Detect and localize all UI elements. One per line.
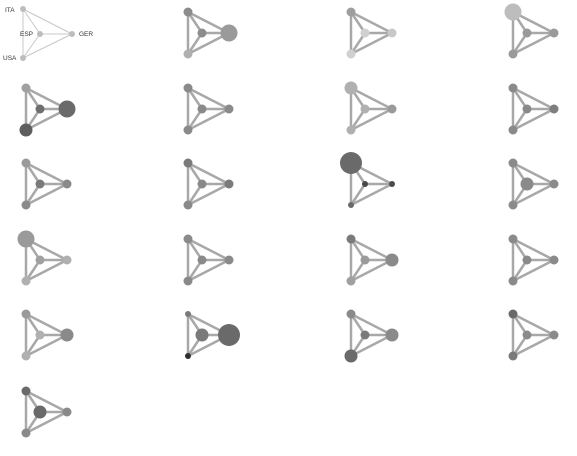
node-ger xyxy=(550,331,559,340)
node-ger xyxy=(550,29,559,38)
node-ger xyxy=(225,105,234,114)
node-esp xyxy=(36,180,45,189)
node-ita xyxy=(347,235,356,244)
node-ger xyxy=(63,256,72,265)
node-ita xyxy=(509,235,518,244)
node-esp xyxy=(36,256,45,265)
node-ger xyxy=(388,105,397,114)
legend-label-ger: GER xyxy=(79,31,94,38)
node-ger xyxy=(388,29,397,38)
network-2 xyxy=(347,8,397,59)
network-5 xyxy=(184,84,234,135)
node-esp xyxy=(361,331,370,340)
legend-node-usa xyxy=(20,55,26,61)
node-esp xyxy=(198,29,207,38)
node-esp xyxy=(34,406,47,419)
node-ger xyxy=(389,181,395,187)
node-usa xyxy=(347,50,356,59)
node-ger xyxy=(225,180,234,189)
node-ita xyxy=(345,82,358,95)
node-esp xyxy=(36,331,45,340)
node-usa xyxy=(509,352,518,361)
node-esp xyxy=(523,105,532,114)
node-usa xyxy=(22,201,31,210)
network-3 xyxy=(505,4,559,59)
node-usa xyxy=(184,50,193,59)
node-usa xyxy=(345,350,358,363)
legend-label-esp: ESP xyxy=(20,31,34,38)
node-ger xyxy=(550,105,559,114)
node-usa xyxy=(348,202,354,208)
node-ita xyxy=(184,235,193,244)
node-ger xyxy=(63,408,72,417)
node-ger xyxy=(550,180,559,189)
legend-label-ita: ITA xyxy=(5,7,15,14)
node-esp xyxy=(521,178,534,191)
network-1 xyxy=(184,8,238,59)
network-6 xyxy=(345,82,397,135)
node-ita xyxy=(347,310,356,319)
node-ger xyxy=(63,180,72,189)
node-ger xyxy=(59,101,76,118)
node-ita xyxy=(184,159,193,168)
node-ita xyxy=(509,84,518,93)
legend-node-ita xyxy=(20,6,26,12)
node-usa xyxy=(509,201,518,210)
network-17 xyxy=(185,311,240,359)
node-usa xyxy=(184,277,193,286)
node-usa xyxy=(509,277,518,286)
network-12 xyxy=(18,231,72,286)
node-usa xyxy=(184,201,193,210)
node-esp xyxy=(198,105,207,114)
node-ger xyxy=(386,254,399,267)
node-ger xyxy=(218,324,240,346)
node-usa xyxy=(184,126,193,135)
network-18 xyxy=(345,310,399,363)
network-14 xyxy=(347,235,399,286)
legend-label-usa: USA xyxy=(3,55,17,62)
node-ger xyxy=(550,256,559,265)
node-ita xyxy=(505,4,522,21)
network-13 xyxy=(184,235,234,286)
network-15 xyxy=(509,235,559,286)
network-20 xyxy=(22,387,72,438)
node-ger xyxy=(221,25,238,42)
node-usa xyxy=(347,277,356,286)
node-ita xyxy=(18,231,35,248)
node-esp xyxy=(198,256,207,265)
small-multiples xyxy=(18,4,559,438)
node-ita xyxy=(22,310,31,319)
network-16 xyxy=(22,310,74,361)
node-ita xyxy=(509,310,518,319)
node-esp xyxy=(362,181,368,187)
legend-node-esp xyxy=(37,31,43,37)
node-ger xyxy=(225,256,234,265)
node-esp xyxy=(198,180,207,189)
network-19 xyxy=(509,310,559,361)
node-ita xyxy=(22,159,31,168)
node-ger xyxy=(61,329,74,342)
legend-network xyxy=(3,6,93,62)
node-usa xyxy=(22,429,31,438)
node-ita xyxy=(22,387,31,396)
network-7 xyxy=(509,84,559,135)
network-4 xyxy=(20,84,76,137)
network-8 xyxy=(22,159,72,210)
node-ger xyxy=(386,329,399,342)
node-usa xyxy=(20,124,33,137)
node-usa xyxy=(347,126,356,135)
node-ita xyxy=(185,311,191,317)
node-ita xyxy=(22,84,31,93)
node-ita xyxy=(509,159,518,168)
node-usa xyxy=(509,126,518,135)
node-ita xyxy=(184,8,193,17)
node-esp xyxy=(361,256,370,265)
node-esp xyxy=(361,29,370,38)
network-9 xyxy=(184,159,234,210)
node-usa xyxy=(185,353,191,359)
node-ita xyxy=(347,8,356,17)
node-esp xyxy=(523,29,532,38)
network-11 xyxy=(509,159,559,210)
legend-node-ger xyxy=(69,31,75,37)
node-ita xyxy=(184,84,193,93)
node-esp xyxy=(196,329,209,342)
node-esp xyxy=(36,105,45,114)
node-usa xyxy=(22,277,31,286)
node-esp xyxy=(361,105,370,114)
node-esp xyxy=(523,331,532,340)
node-esp xyxy=(523,256,532,265)
node-usa xyxy=(22,352,31,361)
node-usa xyxy=(509,50,518,59)
node-ita xyxy=(340,152,362,174)
network-10 xyxy=(340,152,395,208)
